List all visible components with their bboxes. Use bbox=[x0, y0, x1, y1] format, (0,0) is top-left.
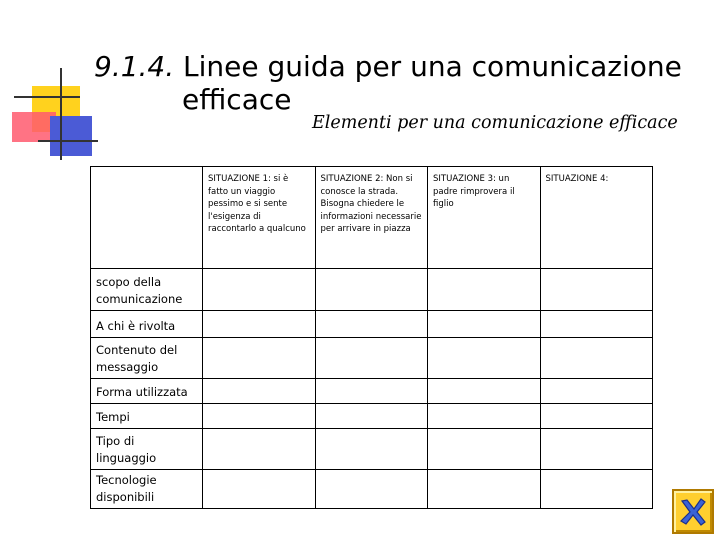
table-cell bbox=[315, 429, 428, 470]
close-button[interactable] bbox=[672, 489, 714, 534]
row-label: Tipo di linguaggio bbox=[91, 429, 203, 470]
decor-line bbox=[60, 68, 62, 160]
table-row bbox=[91, 379, 653, 404]
table-cell bbox=[428, 429, 541, 470]
title-text: Linee guida per una comunicazione bbox=[174, 50, 682, 83]
table-cell bbox=[315, 311, 428, 338]
decor-blue-square bbox=[50, 116, 92, 156]
row-label: Forma utilizzata bbox=[91, 379, 203, 404]
row-label: Contenuto del messaggio bbox=[91, 338, 203, 379]
table-row bbox=[91, 269, 653, 311]
table-cell bbox=[315, 404, 428, 429]
table-cell bbox=[428, 379, 541, 404]
table-cell bbox=[203, 311, 316, 338]
table-cell bbox=[540, 404, 653, 429]
table-cell bbox=[203, 269, 316, 311]
guidelines-table bbox=[90, 166, 653, 509]
header-cell: SITUAZIONE 4: bbox=[540, 167, 653, 269]
header-cell: SITUAZIONE 1: si è fatto un viaggio pessimo e si sente l'esigenza di raccontarlo a qualcuno bbox=[203, 167, 316, 269]
table-row bbox=[91, 429, 653, 470]
table-row bbox=[91, 311, 653, 338]
table-cell bbox=[315, 338, 428, 379]
table-cell bbox=[315, 379, 428, 404]
table-cell bbox=[540, 338, 653, 379]
slide-subtitle: Elementi per una comunicazione efficace bbox=[312, 113, 678, 133]
table-cell bbox=[428, 404, 541, 429]
table-cell bbox=[203, 429, 316, 470]
table-row bbox=[91, 470, 653, 509]
slide-title bbox=[94, 50, 714, 116]
header-cell: SITUAZIONE 2: Non si conosce la strada. Bisogna chiedere le informazioni necessarie per arrivare in piazza bbox=[315, 167, 428, 269]
table-cell bbox=[203, 404, 316, 429]
table-cell bbox=[428, 311, 541, 338]
table-cell bbox=[428, 470, 541, 509]
table-cell bbox=[315, 269, 428, 311]
header-cell: SITUAZIONE 3: un padre rimprovera il figlio bbox=[428, 167, 541, 269]
row-label: scopo della comunicazione bbox=[91, 269, 203, 311]
header-cell bbox=[91, 167, 203, 269]
close-x-icon bbox=[678, 496, 708, 527]
decor-line bbox=[38, 140, 98, 142]
table-cell bbox=[540, 269, 653, 311]
table-header-row bbox=[91, 167, 653, 269]
row-label: A chi è rivolta bbox=[91, 311, 203, 338]
row-label: Tempi bbox=[91, 404, 203, 429]
table-cell bbox=[203, 338, 316, 379]
row-label: Tecnologie disponibili bbox=[91, 470, 203, 509]
decor-line bbox=[14, 96, 80, 98]
table-cell bbox=[540, 311, 653, 338]
table-cell bbox=[203, 470, 316, 509]
table-cell bbox=[315, 470, 428, 509]
table-row bbox=[91, 404, 653, 429]
table-row bbox=[91, 338, 653, 379]
table-cell bbox=[540, 379, 653, 404]
title-text-line2: efficace bbox=[182, 83, 292, 116]
table-cell bbox=[428, 269, 541, 311]
title-number: 9.1.4. bbox=[94, 50, 175, 83]
table-cell bbox=[540, 470, 653, 509]
table-cell bbox=[428, 338, 541, 379]
table-cell bbox=[540, 429, 653, 470]
table-cell bbox=[203, 379, 316, 404]
